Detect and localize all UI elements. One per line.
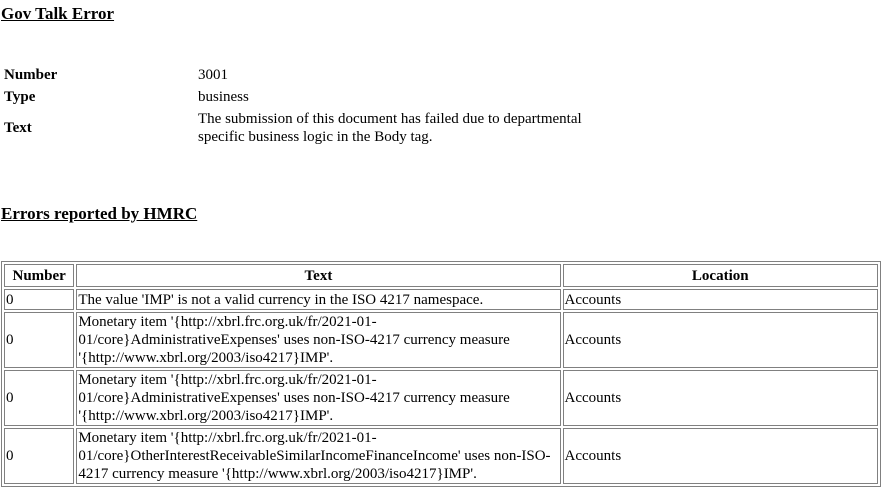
text-value: The submission of this document has failed due to departmental specific business logic in the Body tag.	[198, 111, 582, 145]
summary-row-type	[3, 87, 619, 107]
error-location: Accounts	[563, 370, 878, 426]
error-number: 0	[4, 312, 74, 368]
type-value: business	[198, 89, 249, 105]
text-label: Text	[4, 120, 32, 136]
error-number: 0	[4, 370, 74, 426]
table-row	[4, 289, 878, 310]
error-text: Monetary item '{http://xbrl.frc.org.uk/fr/2021-01-01/core}AdministrativeExpenses' uses non-ISO-4217 currency measure '{http://www.xbrl.org/2003/iso4217}IMP'.	[76, 312, 560, 368]
header-location: Location	[563, 264, 878, 287]
table-row	[4, 370, 878, 426]
error-text: The value 'IMP' is not a valid currency in the ISO 4217 namespace.	[76, 289, 560, 310]
summary-row-text	[3, 109, 619, 147]
type-label: Type	[4, 89, 36, 105]
number-label: Number	[4, 67, 58, 83]
error-location: Accounts	[563, 289, 878, 310]
error-number: 0	[4, 428, 74, 484]
section-title: Errors reported by HMRC	[1, 204, 198, 223]
page-title: Gov Talk Error	[1, 4, 115, 23]
summary-row-number	[3, 65, 619, 85]
errors-table	[1, 261, 881, 487]
header-text: Text	[76, 264, 560, 287]
error-text: Monetary item '{http://xbrl.frc.org.uk/fr/2021-01-01/core}AdministrativeExpenses' uses non-ISO-4217 currency measure '{http://www.xbrl.org/2003/iso4217}IMP'.	[76, 370, 560, 426]
table-row	[4, 428, 878, 484]
number-value: 3001	[198, 67, 228, 83]
header-number: Number	[4, 264, 74, 287]
error-summary-table	[1, 63, 621, 149]
error-location: Accounts	[563, 428, 878, 484]
errors-table-header	[4, 264, 878, 287]
error-text: Monetary item '{http://xbrl.frc.org.uk/fr/2021-01-01/core}OtherInterestReceivableSimilarIncomeFinanceIncome' uses non-ISO-4217 currency measure '{http://www.xbrl.org/2003/iso4217}IMP'.	[76, 428, 560, 484]
error-number: 0	[4, 289, 74, 310]
table-row	[4, 312, 878, 368]
error-location: Accounts	[563, 312, 878, 368]
